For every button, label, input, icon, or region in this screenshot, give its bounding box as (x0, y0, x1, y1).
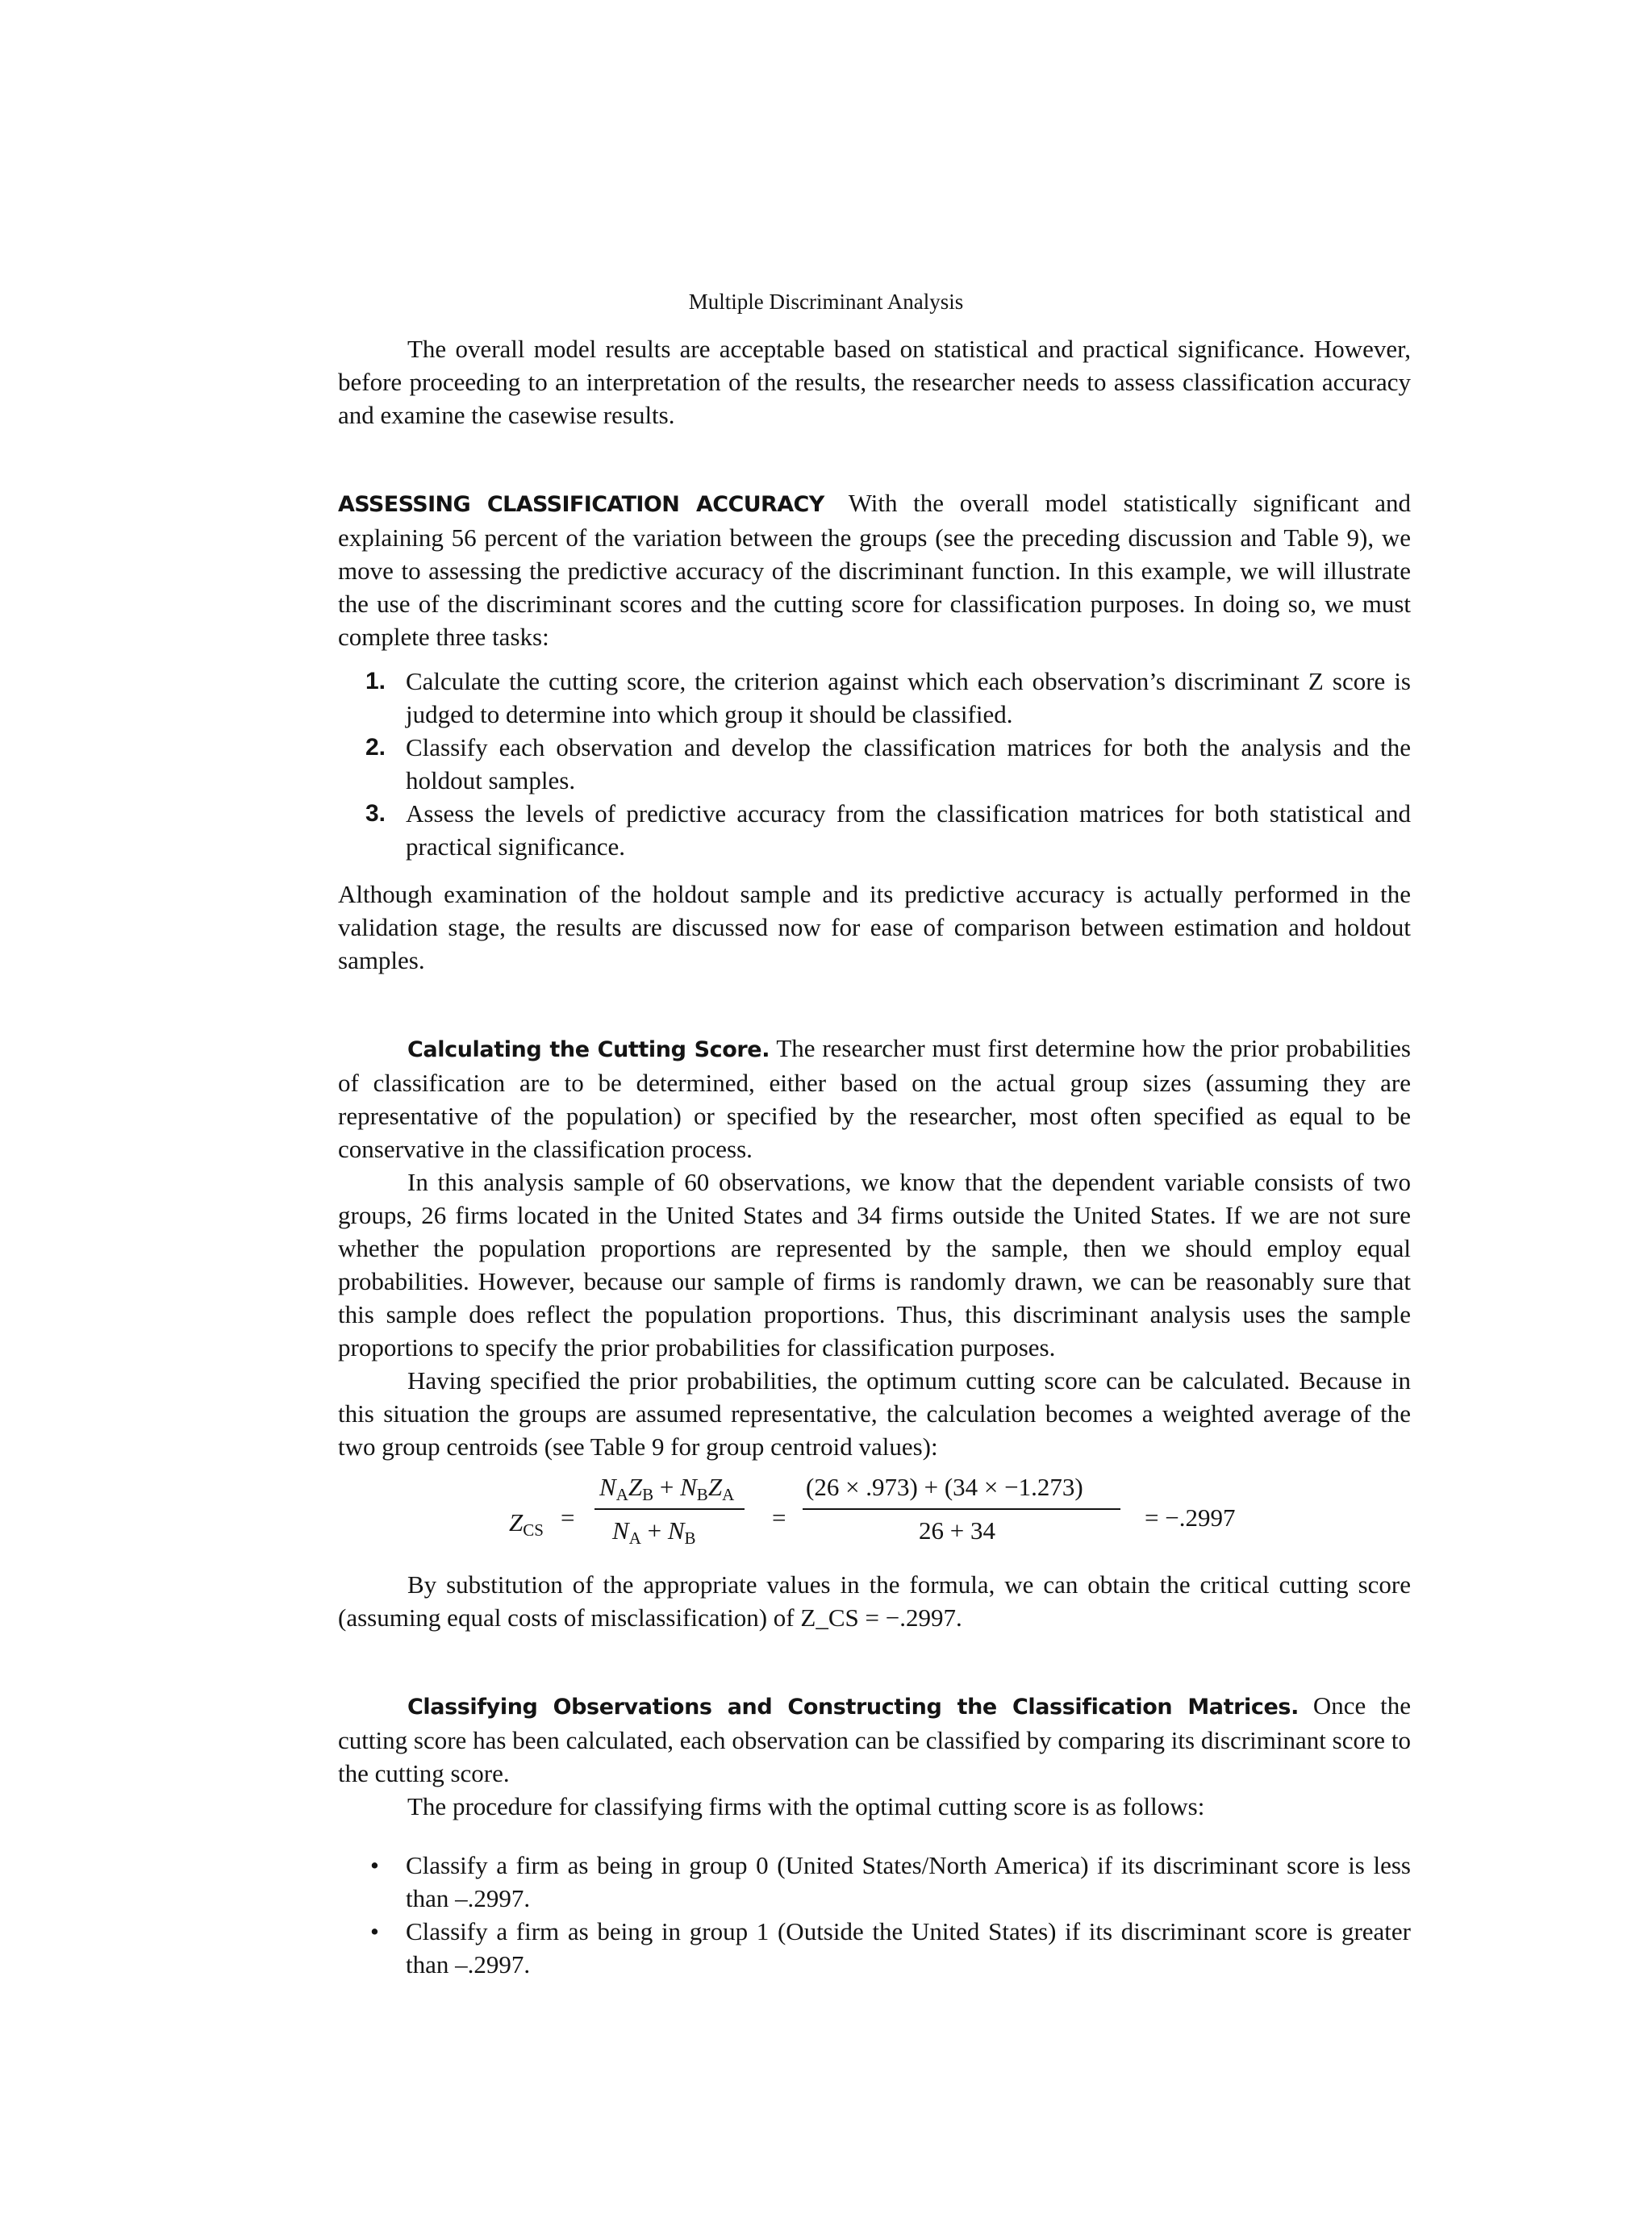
running-head: Multiple Discriminant Analysis (688, 290, 964, 314)
numeric-denominator: 26 + 34 (919, 1516, 995, 1545)
task-number: 3. (365, 800, 386, 827)
cutting-score-text: The researcher must first determine how the prior probabilities of classification are to be determined, either based on the actual group sizes (assuming they are representative of the population) or specified by the researcher, most often specified as equal to be conservative in the classification process. (338, 1034, 1411, 1163)
after-tasks-paragraph: Although examination of the holdout sample and its predictive accuracy is actually performed in the validation stage, the results are discussed now for ease of comparison between estimation and holdout samples. (338, 880, 1411, 974)
task-item (338, 797, 1411, 863)
intro-paragraph: The overall model results are acceptable based on statistical and practical significance. However, before proceeding to an interpretation of the results, the researcher needs to assess classification accuracy and examine the casewise results. (338, 335, 1411, 429)
symbolic-denominator: $N_A + N_B$ (612, 1516, 696, 1548)
classifying-heading: Classifying Observations and Constructing the Classification Matrices. (407, 1695, 1299, 1720)
sample-paragraph: In this analysis sample of 60 observations, we know that the dependent variable consists of two groups, 26 firms located in the United States and 34 firms outside the United States. If we are not sure whether the population proportions are represented by the sample, then we should employ equal probabilities. However, because our sample of firms is randomly drawn, we can be reasonably sure that this sample does reflect the population proportions. Thus, this discriminant analysis uses the sample proportions to specify the prior probabilities for classification purposes. (338, 1168, 1411, 1361)
bullet-icon: • (370, 1917, 379, 1945)
equation-lhs: $Z_{CS}$ (509, 1508, 544, 1540)
substitution-paragraph (338, 1568, 1411, 1634)
fraction-bar (594, 1508, 745, 1510)
rule-item (338, 1849, 1411, 1915)
cutting-score-paragraph (338, 1032, 1411, 1165)
task-item (338, 731, 1411, 797)
classification-rules (338, 1849, 1411, 1981)
task-number: 2. (365, 734, 386, 761)
symbolic-numerator: $N_AZ_B + N_BZ_A$ (599, 1473, 735, 1504)
classifying-text: Once the cutting score has been calculated, each observation can be classified by comparing its discriminant score to the cutting score. (338, 1691, 1411, 1787)
task-text: Assess the levels of predictive accuracy from the classification matrices for both statistical and practical significance. (406, 799, 1411, 861)
prior-paragraph: Having specified the prior probabilities, the optimum cutting score can be calculated. Because in this situation the groups are assumed representative, the calculation becomes a weighted average of the two group centroids (see Table 9 for group centroid values): (338, 1366, 1411, 1461)
task-number: 1. (365, 668, 386, 694)
cutting-score-heading: Calculating the Cutting Score. (407, 1037, 770, 1062)
equals-sign: = (772, 1503, 786, 1532)
assessing-heading: ASSESSING CLASSIFICATION ACCURACY (338, 492, 824, 517)
numeric-numerator: (26 × .973) + (34 × −1.273) (806, 1473, 1083, 1501)
task-text: Calculate the cutting score, the criterion against which each observation’s discriminant Z score is judged to determine into which group it should be classified. (406, 667, 1411, 728)
assessing-paragraph (338, 486, 1411, 653)
equation-result: = −.2997 (1145, 1503, 1236, 1532)
bullet-icon: • (370, 1851, 379, 1879)
cutting-score-equation (338, 1473, 1411, 1568)
task-item (338, 665, 1411, 731)
substitution-text: By substitution of the appropriate values in the formula, we can obtain the critical cutting score (assuming equal costs of misclassification) of Z_CS = −.2997. (338, 1570, 1411, 1632)
assessing-text: With the overall model statistically significant and explaining 56 percent of the variation between the groups (see the preceding discussion and Table 9), we move to assessing the predictive accuracy of the discriminant function. In this example, we will illustrate the use of the discriminant scores and the cutting score for classification purposes. In doing so, we must complete three tasks: (338, 489, 1411, 651)
task-list (338, 665, 1411, 863)
fraction-bar (803, 1508, 1120, 1510)
procedure-paragraph: The procedure for classifying firms with the optimal cutting score is as follows: (407, 1792, 1205, 1820)
rule-text: Classify a firm as being in group 0 (United States/North America) if its discriminant score is less than –.2997. (406, 1851, 1411, 1912)
rule-text: Classify a firm as being in group 1 (Outside the United States) if its discriminant score is greater than –.2997. (406, 1917, 1411, 1979)
classifying-paragraph (338, 1689, 1411, 1790)
rule-item (338, 1915, 1411, 1981)
task-text: Classify each observation and develop the classification matrices for both the analysis and the holdout samples. (406, 733, 1411, 794)
equals-sign: = (561, 1503, 575, 1532)
body-text (338, 332, 1411, 1981)
